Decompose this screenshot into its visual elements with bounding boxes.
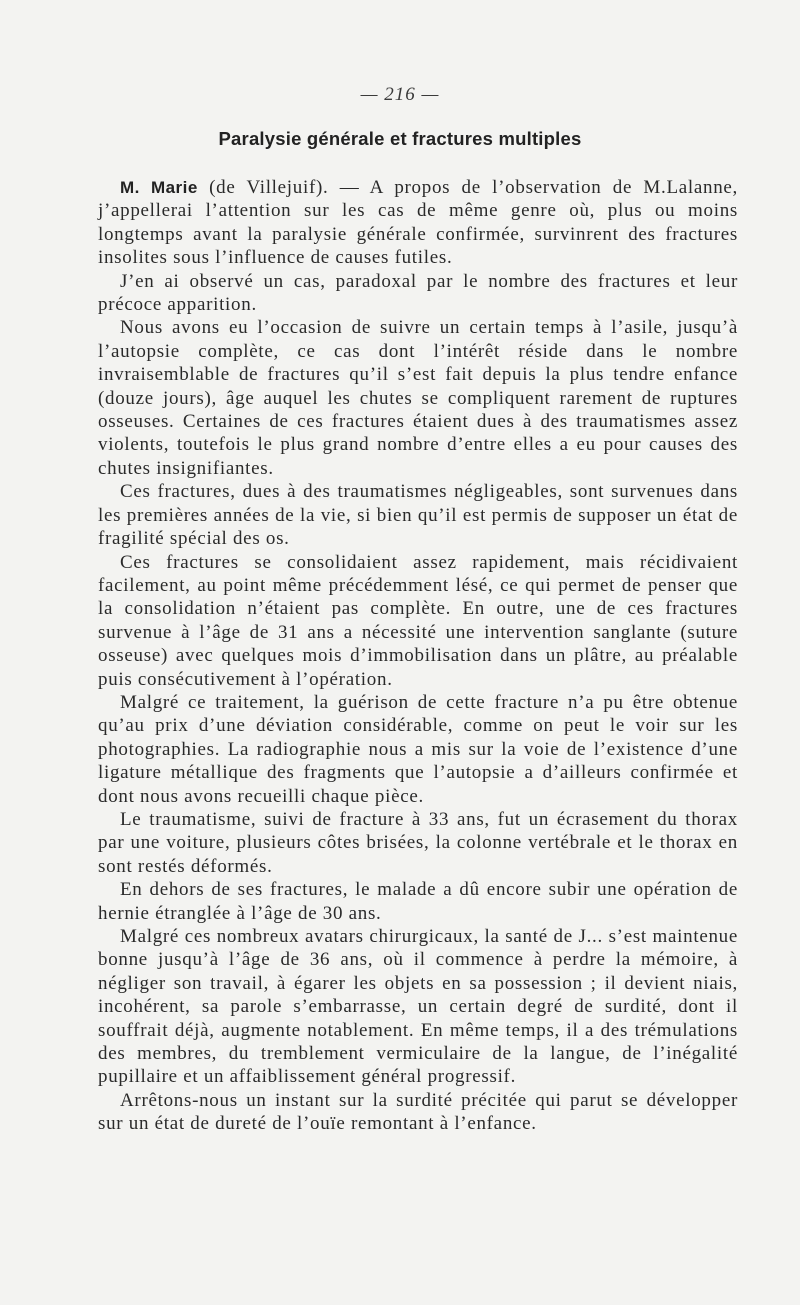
page-number: — 216 — bbox=[360, 84, 440, 105]
paragraph-8: En dehors de ses fractures, le malade a dû encore subir une opération de hernie étranglée à l’âge de 30 ans. bbox=[98, 879, 738, 924]
paragraph-9: Malgré ces nombreux avatars chirurgicaux, la santé de J... s’est maintenue bonne jusqu’à l’âge de 36 ans, où il commence à perdre la mémoire, à négliger son travail, à égarer les objets en sa possession ; il devient niais, incohérent, sa parole s’embarrasse, un certain degré de surdité, dont il souffrait déjà, augmente notablement. En même temps, il a des trémulations des membres, du tremblement vermiculaire de la langue, de l’inégalité pupillaire et un affaiblissement général progressif. bbox=[98, 926, 738, 1088]
paragraph-10: Arrêtons-nous un instant sur la surdité précitée qui parut se développer sur un état de dureté de l’ouïe remontant à l’enfance. bbox=[98, 1089, 738, 1135]
paragraph-5: Ces fractures se consolidaient assez rapidement, mais récidivaient facilement, au point même précédemment lésé, ce qui permet de penser que la consolidation n’étaient pas complète. En outre, une de ces fractures survenue à l’âge de 31 ans a nécessité une intervention sanglante (suture osseuse) avec quelques mois d’immobilisation dans un plâtre, au préalable puis consécutivement à l’opération. bbox=[98, 551, 738, 690]
paragraph-1 bbox=[98, 176, 738, 270]
article-body bbox=[98, 176, 738, 1136]
speaker-name: M. Marie bbox=[120, 178, 198, 197]
paragraph-2: J’en ai observé un cas, paradoxal par le nombre des fractures et leur précoce apparition. bbox=[98, 270, 738, 316]
paragraph-3: Nous avons eu l’occasion de suivre un certain temps à l’asile, jusqu’à l’autopsie complète, ce cas dont l’intérêt réside dans le nombre invraisemblable de fractures qu’il s’est fait depuis la plus tendre enfance (douze jours), âge auquel les chutes se compliquent rarement de ruptures osseuses. Certaines de ces fractures étaient dues à des traumatismes assez violents, toutefois le plus grand nombre d’entre elles a eu pour causes des chutes insignifiantes. bbox=[98, 317, 738, 479]
paragraph-7: Le traumatisme, suivi de fracture à 33 ans, fut un écrasement du thorax par une voiture, plusieurs côtes brisées, la colonne vertébrale et le thorax en sont restés déformés. bbox=[98, 808, 738, 877]
paragraph-6: Malgré ce traitement, la guérison de cette fracture n’a pu être obtenue qu’au prix d’une déviation considérable, comme on peut le voir sur les photographies. La radiographie nous a mis sur la voie de l’existence d’une ligature métallique des fragments que l’autopsie a d’ailleurs confirmée et dont nous avons recueilli chaque pièce. bbox=[98, 691, 738, 807]
paragraph-4: Ces fractures, dues à des traumatismes négligeables, sont survenues dans les premières années de la vie, si bien qu’il est permis de supposer un état de fragilité spécial des os. bbox=[98, 481, 738, 550]
article-title: Paralysie générale et fractures multiples bbox=[218, 128, 582, 149]
paragraph-1-text: (de Villejuif). — A propos de l’observation de M.Lalanne, j’appellerai l’attention sur les cas de même genre où, plus ou moins longtemps avant la paralysie générale confirmée, survinrent des fractures insolites sous l’influence de causes futiles. bbox=[98, 177, 738, 269]
